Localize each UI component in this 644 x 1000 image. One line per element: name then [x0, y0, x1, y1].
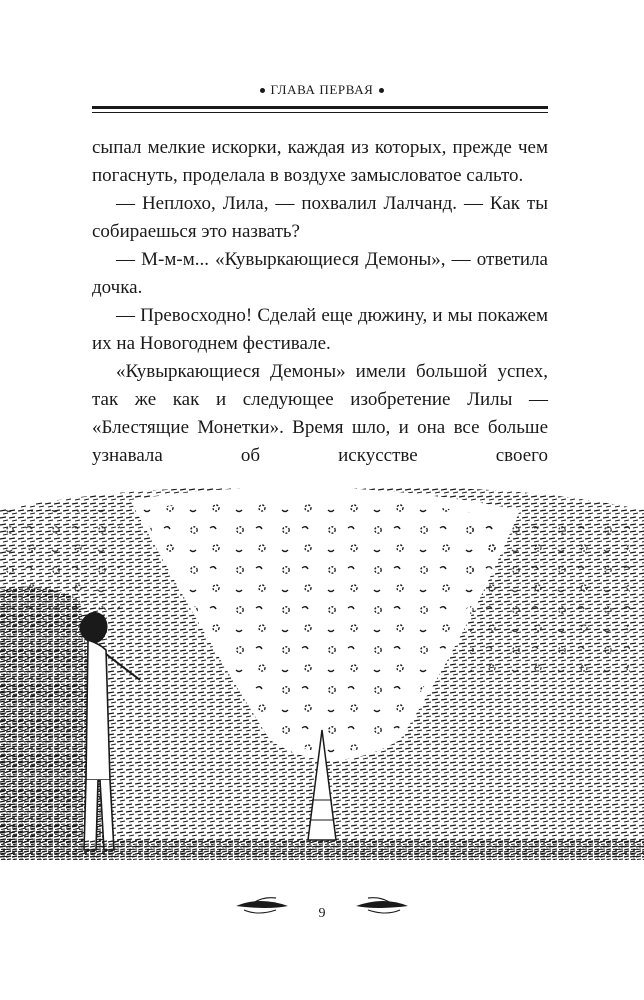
paragraph: — Превосходно! Сделай еще дюжину, и мы покажем их на Новогоднем фестивале.	[92, 305, 548, 354]
fireworks-illustration	[0, 480, 644, 880]
header-rule-thick	[92, 106, 548, 109]
header-rule-thin	[92, 112, 548, 113]
page-number: 9	[318, 906, 326, 921]
paragraph: сыпал мелкие искорки, каждая из которых, прежде чем погаснуть, проделала в воздухе замысловатое сальто.	[92, 137, 548, 186]
bullet-icon	[260, 88, 265, 93]
body-text	[92, 134, 548, 470]
paragraph: — Неплохо, Лила, — похвалил Лалчанд. — Как ты собираешься это назвать?	[92, 193, 548, 242]
chapter-header	[0, 82, 644, 98]
ground	[0, 840, 644, 860]
paragraph: — М-м-м... «Кувыркающиеся Демоны», — ответила дочка.	[92, 249, 548, 298]
bullet-icon	[379, 88, 384, 93]
chapter-title: ГЛАВА ПЕРВАЯ	[270, 82, 374, 97]
sparks-left	[0, 510, 120, 610]
paragraph: «Кувыркающиеся Демоны» имели большой успех, так же как и следующее изобретение Лилы — «Блестящие Монетки». Время шло, и она все больше узнавала об искусстве своего	[92, 361, 548, 466]
sparks-right	[470, 520, 630, 680]
